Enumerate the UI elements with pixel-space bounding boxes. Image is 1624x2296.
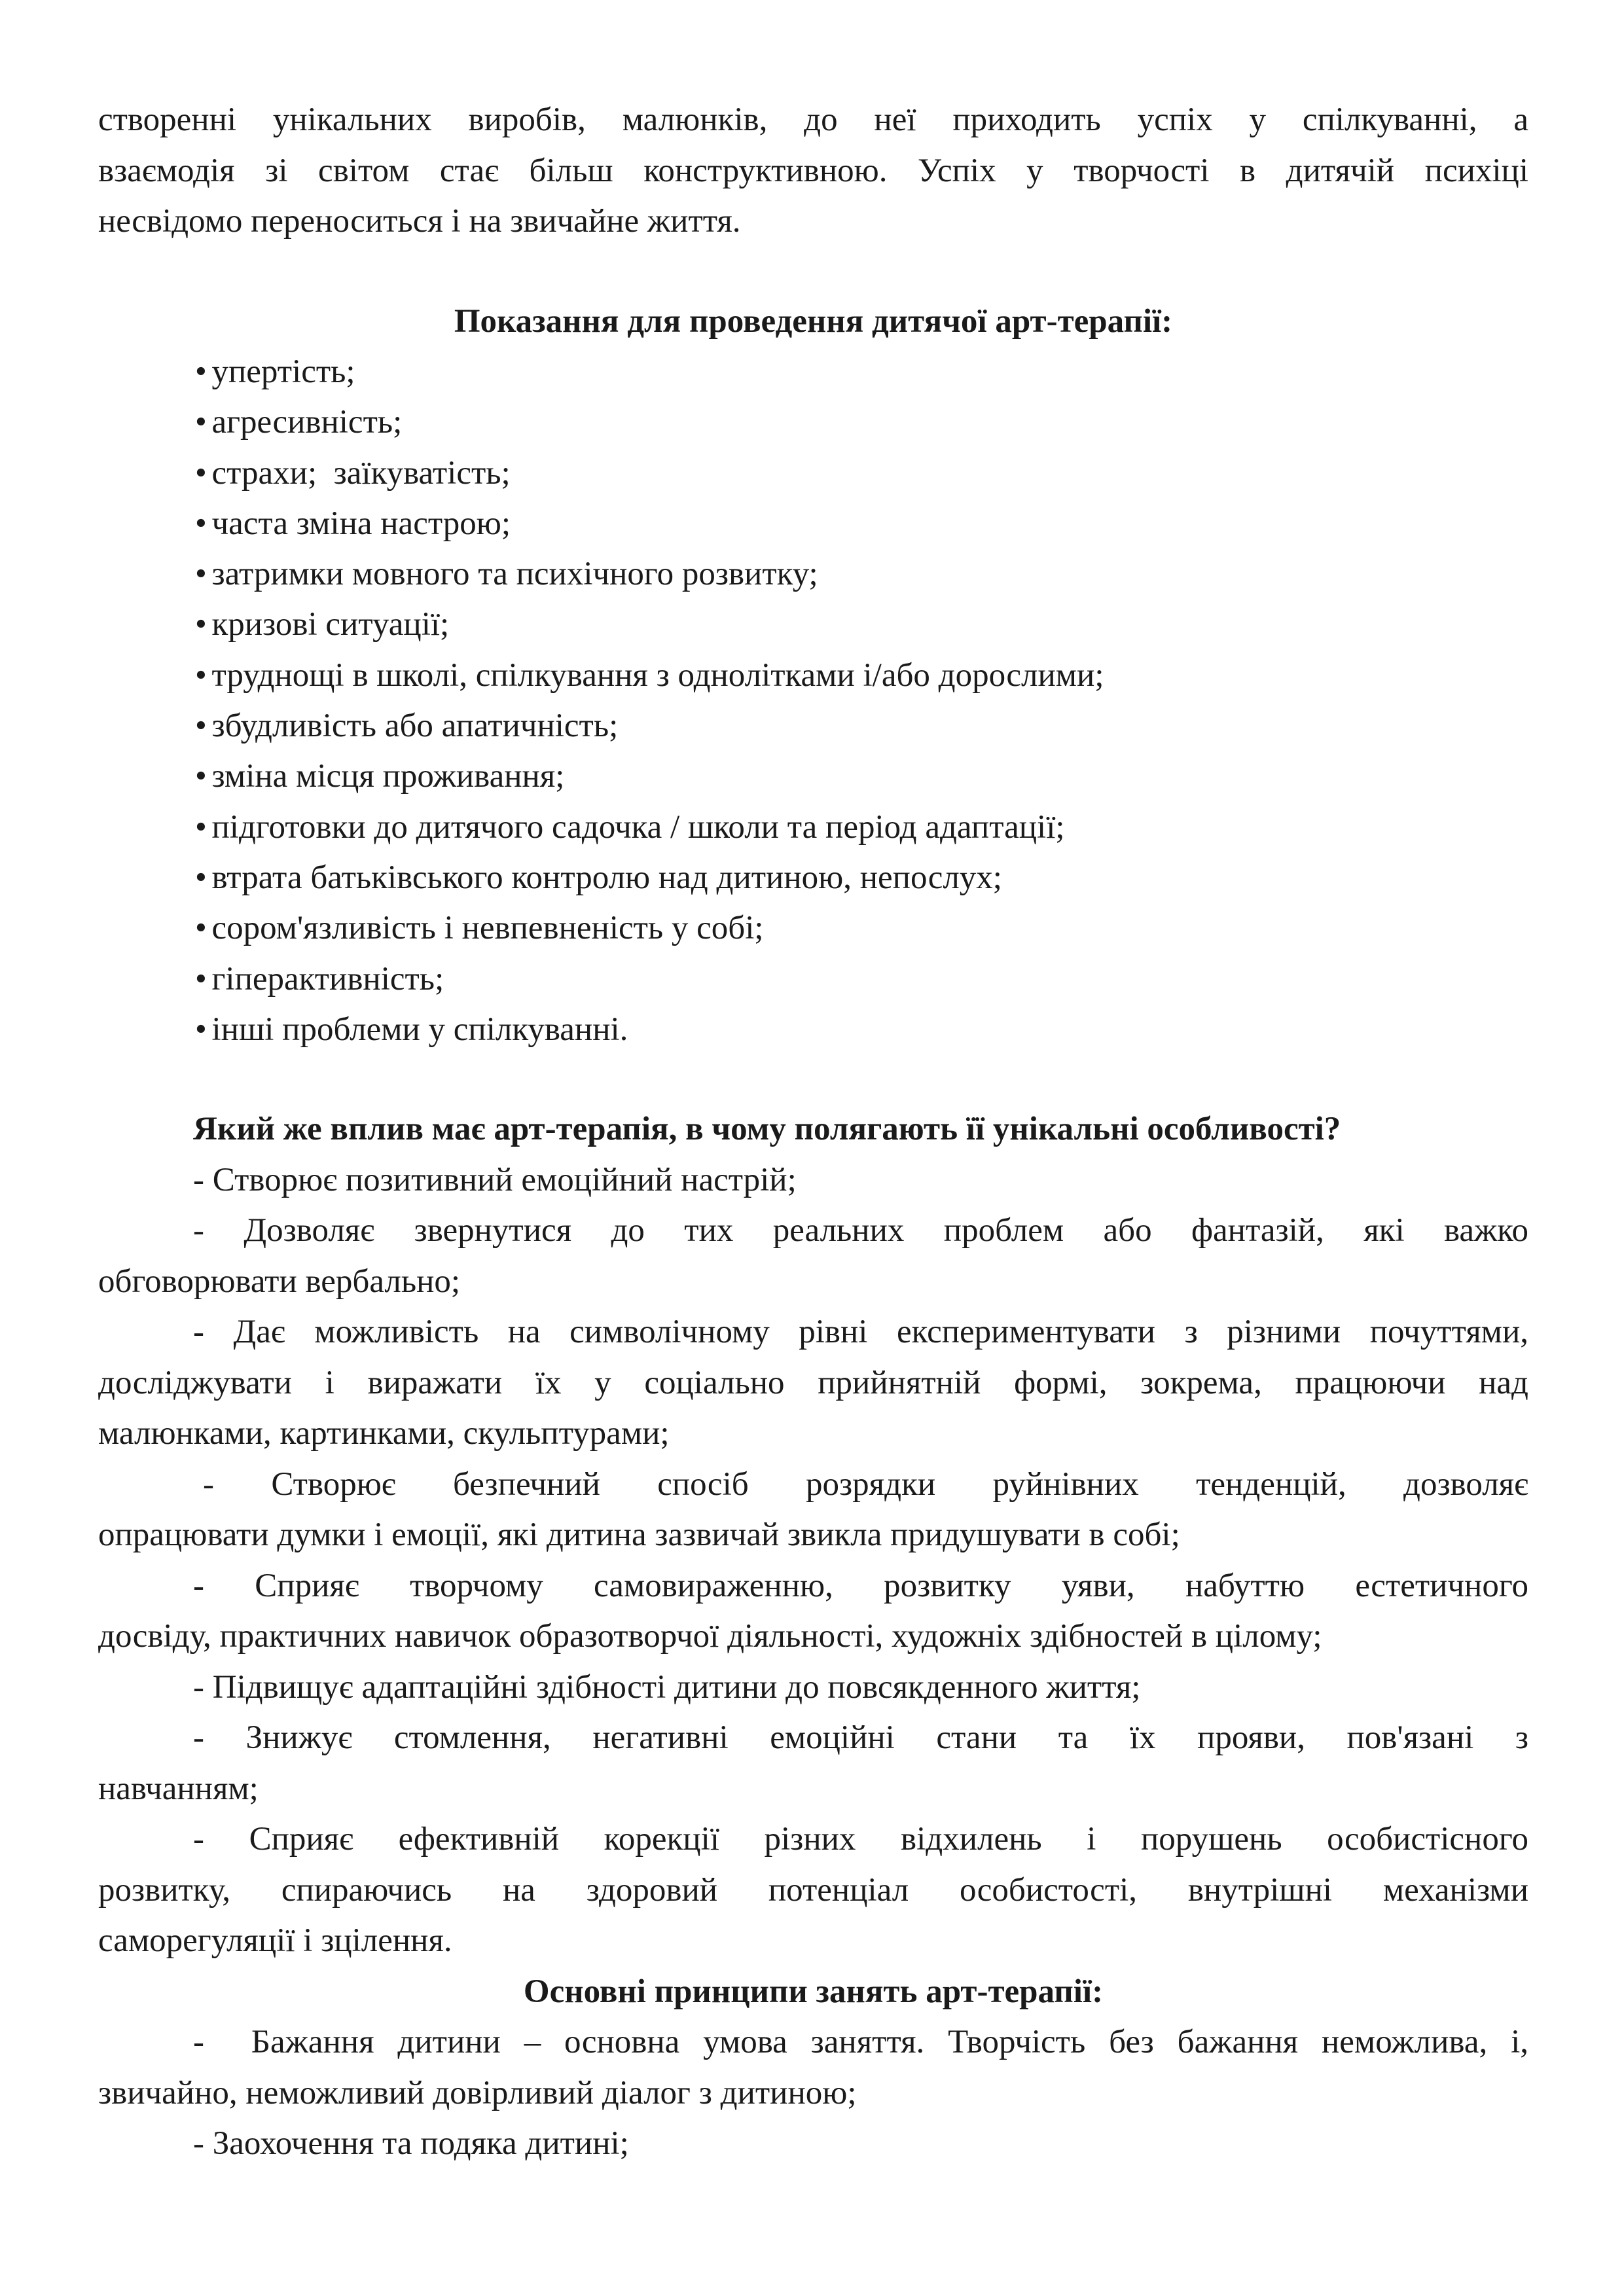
list-item	[195, 802, 1528, 853]
bullet-icon: •	[195, 708, 207, 745]
page-content	[98, 95, 1528, 2170]
paragraph-line: опрацювати думки і емоції, які дитина зазвичай звикла придушувати в собі;	[98, 1516, 1180, 1554]
list-item-text: затримки мовного та психічного розвитку;	[211, 556, 818, 593]
paragraph-line: - Сприяє творчому самовираженню, розвитку уяви, набуттю естетичного	[193, 1567, 1528, 1604]
indications-list	[98, 347, 1528, 1055]
indications-heading: Показання для проведення дитячої арт-терапії:	[454, 302, 1173, 340]
paragraph-line: - Створює безпечний спосіб розрядки руйнівних тенденцій, дозволяє	[203, 1465, 1528, 1503]
paragraph-line: звичайно, неможливий довірливий діалог з дитиною;	[98, 2074, 857, 2111]
influence-item	[98, 1814, 1528, 1967]
list-item-text: труднощі в школі, спілкування з однолітками і/або дорослими;	[211, 656, 1104, 694]
paragraph-line: - Дає можливість на символічному рівні експериментувати з різними почуттями,	[193, 1314, 1528, 1351]
list-item	[195, 448, 1528, 499]
list-item-text: страхи; заїкуватість;	[211, 454, 511, 492]
list-item	[195, 347, 1528, 397]
influence-heading: Який же вплив має арт-терапія, в чому полягають її унікальні особливості?	[193, 1111, 1341, 1148]
bullet-icon: •	[195, 960, 207, 997]
bullet-icon: •	[195, 556, 207, 593]
paragraph-line: - Дозволяє звернутися до тих реальних проблем або фантазій, які важко	[193, 1212, 1528, 1249]
list-item	[195, 600, 1528, 650]
influence-item	[98, 1307, 1528, 1460]
bullet-icon: •	[195, 808, 207, 846]
principles-item: - Заохочення та подяка дитині;	[193, 2125, 629, 2162]
list-item	[195, 701, 1528, 751]
paragraph-line: - Сприяє ефективній корекції різних відхилень і порушень особистісного	[193, 1821, 1528, 1858]
spacer	[98, 247, 1528, 296]
paragraph-line: саморегуляції і зцілення.	[98, 1922, 452, 1960]
bullet-icon: •	[195, 505, 207, 542]
paragraph-line: навчанням;	[98, 1770, 259, 1807]
bullet-icon: •	[195, 910, 207, 947]
list-item	[195, 397, 1528, 448]
list-item-text: часта зміна настрою;	[211, 505, 511, 542]
bullet-icon: •	[195, 758, 207, 795]
paragraph-line: досліджувати і виражати їх у соціально прийнятній формі, зокрема, працюючи над	[98, 1364, 1528, 1401]
bullet-icon: •	[195, 656, 207, 694]
principles-heading: Основні принципи занять арт-терапії:	[523, 1973, 1104, 2010]
list-item-text: агресивність;	[211, 404, 403, 441]
list-item-text: упертість;	[211, 353, 355, 390]
paragraph-line: - Знижує стомлення, негативні емоційні стани та їх прояви, пов'язані з	[193, 1719, 1528, 1757]
intro-paragraph	[98, 95, 1528, 247]
bullet-icon: •	[195, 353, 207, 390]
bullet-icon: •	[195, 859, 207, 896]
list-item-text: зміна місця проживання;	[211, 758, 565, 795]
bullet-icon: •	[195, 454, 207, 492]
paragraph-line: малюнками, картинками, скульптурами;	[98, 1415, 670, 1452]
paragraph-line: досвіду, практичних навичок образотворчої діяльності, художніх здібностей в цілому;	[98, 1618, 1322, 1655]
spacer	[98, 1055, 1528, 1104]
list-item	[195, 651, 1528, 701]
influence-item	[98, 1713, 1528, 1814]
list-item	[195, 549, 1528, 600]
list-item-text: втрата батьківського контролю над дитиною, непослух;	[211, 859, 1002, 896]
intro-line: створенні унікальних виробів, малюнків, до неї приходить успіх у спілкуванні, а	[98, 101, 1528, 138]
list-item-text: збудливість або апатичність;	[211, 708, 619, 745]
influence-item	[98, 1206, 1528, 1307]
list-item	[195, 954, 1528, 1005]
list-item	[195, 499, 1528, 549]
list-item	[195, 751, 1528, 802]
bullet-icon: •	[195, 404, 207, 441]
list-item	[195, 1005, 1528, 1055]
influence-item	[98, 1561, 1528, 1662]
list-item	[195, 903, 1528, 954]
principles-item	[98, 2017, 1528, 2119]
influence-item: - Підвищує адаптаційні здібності дитини до повсякденного життя;	[193, 1668, 1141, 1706]
bullet-icon: •	[195, 606, 207, 643]
list-item-text: гіперактивність;	[211, 960, 444, 997]
intro-line: взаємодія зі світом стає більш конструктивною. Успіх у творчості в дитячій психіці	[98, 152, 1528, 189]
intro-line: несвідомо переноситься і на звичайне життя.	[98, 203, 741, 240]
paragraph-line: обговорювати вербально;	[98, 1263, 461, 1300]
paragraph-line: розвитку, спираючись на здоровий потенціал особистості, внутрішні механізми	[98, 1871, 1528, 1909]
list-item-text: підготовки до дитячого садочка / школи та період адаптації;	[211, 808, 1065, 846]
bullet-icon: •	[195, 1011, 207, 1048]
list-item-text: інші проблеми у спілкуванні.	[211, 1011, 628, 1048]
influence-item	[98, 1460, 1528, 1561]
list-item-text: кризові ситуації;	[211, 606, 450, 643]
list-item	[195, 853, 1528, 903]
paragraph-line: - Бажання дитини – основна умова заняття. Творчість без бажання неможлива, і,	[193, 2024, 1528, 2061]
list-item-text: сором'язливість і невпевненість у собі;	[211, 910, 764, 947]
influence-item: - Створює позитивний емоційний настрій;	[193, 1161, 797, 1198]
